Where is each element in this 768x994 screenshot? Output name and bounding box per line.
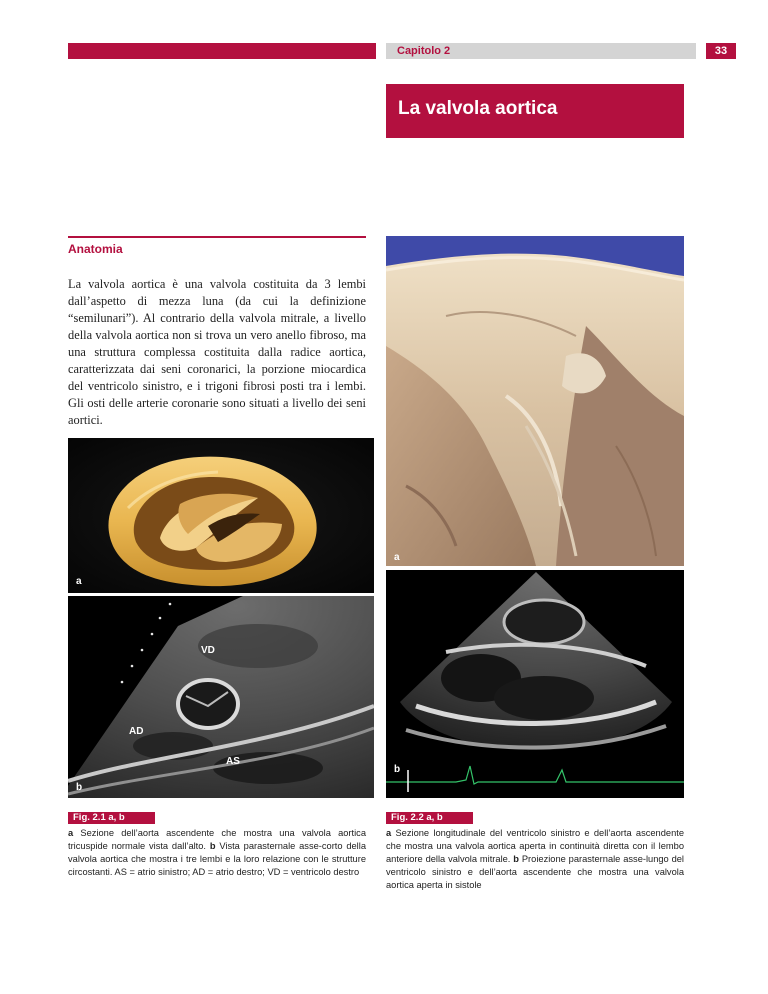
- page-number: 33: [706, 43, 736, 59]
- fig22-caption-a: Sezione longitudinale del ventricolo sinistro e dell’aorta ascendente che mostra una valvola aortica aperta in continuità diretta con il lembo anteriore della valvola mitrale.: [386, 828, 684, 864]
- label-ad: AD: [129, 726, 144, 737]
- fig21-caption-block: [68, 812, 366, 879]
- fig21a-panel-letter: a: [76, 576, 82, 587]
- fig22-caption-b-letter: b: [513, 854, 519, 864]
- fig21-tag: Fig. 2.1 a, b: [68, 812, 155, 824]
- fig22-caption-block: [386, 812, 684, 892]
- fig21b-panel-letter: b: [76, 782, 83, 793]
- body-paragraph: La valvola aortica è una valvola costituita da 3 lembi dall’aspetto di mezza luna (da cui la definizione “semilunari”). Al contrario della valvola mitrale, a livello della valvola aortica non si trova un vero anello fibroso, ma una struttura complessa costituita dalla radice aortica, caratterizzata dai seni coronarici, la porzione miocardica del ventricolo sinistro, e i trigoni fibrosi posti tra i lembi. Gli osti delle arterie coronarie sono situati a livello dei seni aortici.: [68, 277, 366, 427]
- fig21-caption-a: Sezione dell’aorta ascendente che mostra una valvola aortica tricuspide normale vista dall’alto.: [68, 828, 366, 851]
- fig22-caption: [386, 827, 684, 892]
- fig21b-echo: [68, 596, 374, 798]
- fig22-caption-b: Proiezione parasternale asse-lungo del ventricolo sinistro e dell’aorta ascendente che mostra una valvola aortica aperta in sistole: [386, 854, 684, 890]
- label-vd: VD: [201, 645, 215, 656]
- section-rule: [68, 236, 366, 238]
- label-as: AS: [226, 756, 240, 767]
- fig21a-photo: [68, 438, 374, 593]
- fig21-caption-b-letter: b: [209, 841, 216, 851]
- aortic-valve-top-view-image: [68, 438, 374, 593]
- echo-long-axis-image: [386, 570, 684, 798]
- fig21-caption-a-letter: a: [68, 828, 74, 838]
- fig22b-panel-letter: b: [394, 764, 401, 775]
- chapter-label: Capitolo 2: [397, 45, 451, 57]
- fig22b-echo: [386, 570, 684, 798]
- fig22a-photo: [386, 236, 684, 566]
- section-heading: Anatomia: [68, 242, 123, 256]
- fig22a-panel-letter: a: [394, 552, 400, 563]
- longitudinal-section-image: [386, 236, 684, 566]
- fig22-caption-a-letter: a: [386, 828, 392, 838]
- echo-short-axis-image: [68, 596, 374, 798]
- fig21-caption-b: Vista parasternale asse-corto della valvola aortica che mostra i tre lembi e la loro relazione con le strutture circostanti. AS = atrio sinistro; AD = atrio destro; VD = ventricolo destro: [68, 841, 366, 877]
- fig21-caption: [68, 827, 366, 879]
- fig22-tag: Fig. 2.2 a, b: [386, 812, 473, 824]
- header-bar-left: [68, 43, 376, 59]
- page-title: La valvola aortica: [398, 98, 558, 119]
